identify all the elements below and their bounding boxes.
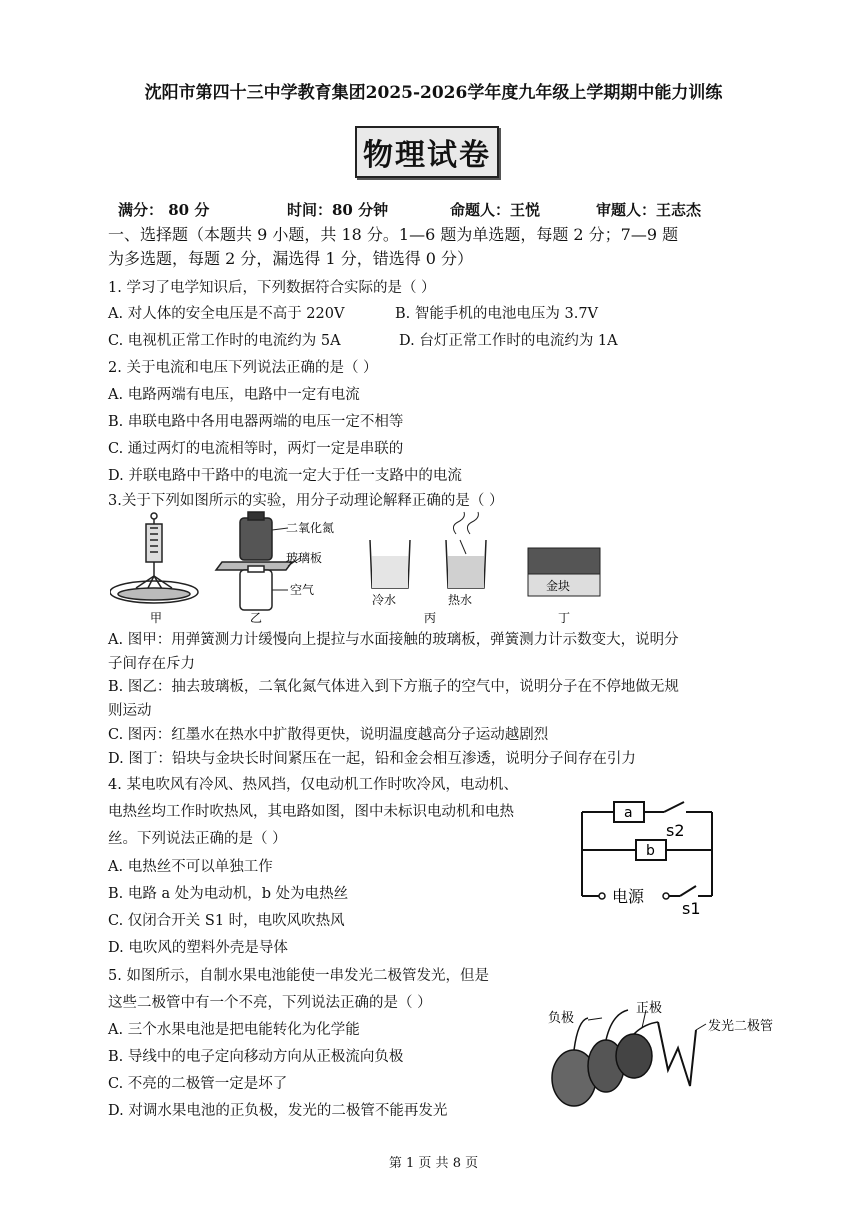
power-terminal-left xyxy=(599,893,605,899)
q1-option-c: C. 电视机正常工作时的电流约为 5A xyxy=(108,333,341,349)
meta-score: 满分： 80 分 xyxy=(118,201,210,219)
q3-option-b-line1: B. 图乙：抽去玻璃板，二氧化氮气体进入到下方瓶子的空气中，说明分子在不停地做无规 xyxy=(108,679,679,695)
power-terminal-right xyxy=(663,893,669,899)
label-s2: s2 xyxy=(666,821,685,840)
q4-option-b: B. 电路 a 处为电动机，b 处为电热丝 xyxy=(108,886,349,902)
q3-option-c: C. 图丙：红墨水在热水中扩散得更快，说明温度越高分子运动越剧烈 xyxy=(108,727,549,743)
q5-option-b: B. 导线中的电子定向移动方向从正极流向负极 xyxy=(108,1049,404,1065)
section1-line2: 为多选题，每题 2 分，漏选得 1 分，错选得 0 分） xyxy=(108,249,474,268)
q2-stem: 2. 关于电流和电压下列说法正确的是（ ） xyxy=(108,360,378,376)
caption-yi: 乙 xyxy=(250,611,263,625)
fig-ding-lead-block xyxy=(528,548,600,574)
q3-option-a-line1: A. 图甲：用弹簧测力计缓慢向上提拉与水面接触的玻璃板，弹簧测力计示数变大，说明分 xyxy=(108,632,679,648)
q3-stem: 3.关于下列如图所示的实验，用分子动理论解释正确的是（ ） xyxy=(108,493,504,509)
q1-stem: 1. 学习了电学知识后，下列数据符合实际的是（ ） xyxy=(108,280,436,296)
fig-bing-apparatus xyxy=(370,512,486,588)
label-gold: 金块 xyxy=(546,579,571,593)
label-led: 发光二极管 xyxy=(708,1019,774,1034)
q5-option-d: D. 对调水果电池的正负极，发光的二极管不能再发光 xyxy=(108,1103,448,1119)
q5-option-c: C. 不亮的二极管一定是坏了 xyxy=(108,1076,288,1092)
q1-option-b: B. 智能手机的电池电压为 3.7V xyxy=(395,306,599,322)
q4-circuit-diagram xyxy=(572,790,722,920)
label-positive: 正极 xyxy=(636,1001,663,1016)
label-a: a xyxy=(624,805,633,821)
q3-option-b-line2: 则运动 xyxy=(108,703,152,719)
meta-time: 时间：80 分钟 xyxy=(287,201,389,219)
q4-stem-line3: 丝。下列说法正确的是（ ） xyxy=(108,831,287,847)
label-s1: s1 xyxy=(682,899,701,918)
q5-stem-line2: 这些二极管中有一个不亮，下列说法正确的是（ ） xyxy=(108,995,432,1011)
meta-author: 命题人：王悦 xyxy=(450,201,541,219)
fig-jia-apparatus xyxy=(110,513,198,603)
q2-option-a: A. 电路两端有电压，电路中一定有电流 xyxy=(108,387,360,403)
page-footer: 第 1 页 共 8 页 xyxy=(388,1156,479,1171)
caption-bing: 丙 xyxy=(424,611,437,625)
q5-fruit-battery-figure xyxy=(546,1000,806,1112)
label-power: 电源 xyxy=(612,887,645,906)
q4-option-d: D. 电吹风的塑料外壳是导体 xyxy=(108,940,288,956)
q4-option-c: C. 仅闭合开关 S1 时，电吹风吹热风 xyxy=(108,913,345,929)
label-no2: 二氧化氮 xyxy=(286,521,335,535)
q3-option-a-line2: 子间存在斥力 xyxy=(108,656,195,672)
caption-ding: 丁 xyxy=(558,611,571,625)
section1-line1: 一、选择题（本题共 9 小题，共 18 分。1—6 题为单选题，每题 2 分；7—9 题 xyxy=(108,225,679,244)
q2-option-d: D. 并联电路中干路中的电流一定大于任一支路中的电流 xyxy=(108,468,462,484)
q4-stem-line2: 电热丝均工作时吹热风，其电路如图，图中未标识电动机和电热 xyxy=(108,804,514,820)
q1-option-a: A. 对人体的安全电压是不高于 220V xyxy=(108,306,345,322)
label-hot: 热水 xyxy=(448,593,473,607)
q2-option-c: C. 通过两灯的电流相等时，两灯一定是串联的 xyxy=(108,441,404,457)
label-glass: 玻璃板 xyxy=(286,551,323,565)
meta-reviewer: 审题人：王志杰 xyxy=(596,201,702,219)
caption-jia: 甲 xyxy=(150,611,163,625)
q3-option-d: D. 图丁：铅块与金块长时间紧压在一起，铅和金会相互渗透，说明分子间存在引力 xyxy=(108,751,636,767)
q2-option-b: B. 串联电路中各用电器两端的电压一定不相等 xyxy=(108,414,404,430)
label-negative: 负极 xyxy=(548,1011,575,1026)
q5-stem-line1: 5. 如图所示，自制水果电池能使一串发光二极管发光，但是 xyxy=(108,968,489,984)
label-b: b xyxy=(646,843,655,859)
exam-title: 沈阳市第四十三中学教育集团2025-2026学年度九年级上学期期中能力训练 xyxy=(144,83,723,103)
q4-stem-line1: 4. 某电吹风有冷风、热风挡，仅电动机工作时吹冷风，电动机、 xyxy=(108,777,518,793)
subject-title: 物理试卷 xyxy=(355,126,499,178)
q1-option-d: D. 台灯正常工作时的电流约为 1A xyxy=(399,333,618,349)
q5-option-a: A. 三个水果电池是把电能转化为化学能 xyxy=(108,1022,360,1038)
label-air: 空气 xyxy=(290,583,315,597)
q3-figure xyxy=(110,510,610,626)
q4-option-a: A. 电热丝不可以单独工作 xyxy=(108,859,273,875)
label-cold: 冷水 xyxy=(372,593,397,607)
